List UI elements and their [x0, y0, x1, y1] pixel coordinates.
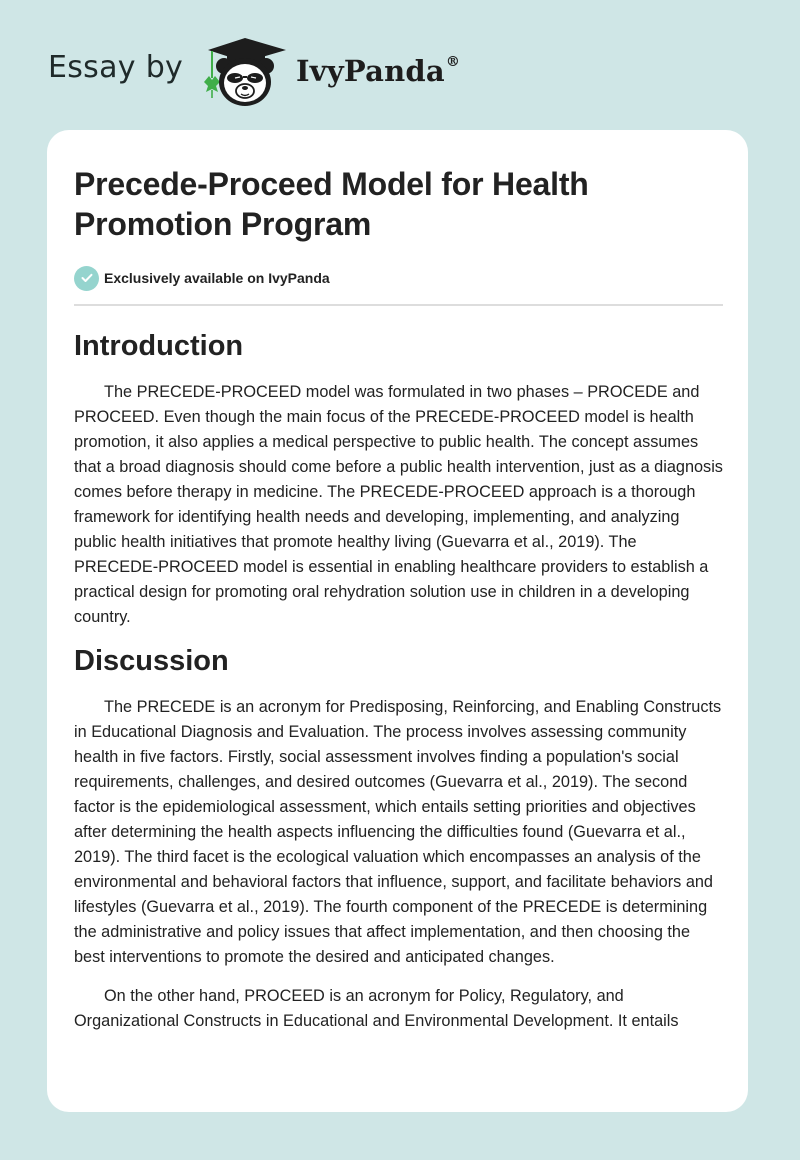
essay-title: Precede-Proceed Model for Health Promotion Program: [74, 166, 589, 242]
panda-graduate-icon[interactable]: [200, 34, 292, 108]
exclusive-text: Exclusively available on IvyPanda: [104, 270, 330, 286]
divider: [74, 304, 723, 306]
introduction-paragraph: The PRECEDE-PROCEED model was formulated in two phases – PROCEDE and PROCEED. Even though the main focus of the PRECEDE-PROCEED model is health promotion, it also applies a medical perspective to public health. The concept assumes that a broad diagnosis should come before a public health intervention, just as a diagnosis comes before therapy in medicine. The PRECEDE-PROCEED approach is a thorough framework for identifying health needs and developing, implementing, and analyzing public health initiatives that promote healthy living (Guevarra et al., 2019). The PRECEDE-PROCEED model is essential in enabling healthcare providers to establish a practical design for promoting oral rehydration solution use in children in a developing country.: [74, 383, 723, 626]
essay-card: [47, 130, 748, 1112]
discussion-paragraph: The PRECEDE is an acronym for Predisposing, Reinforcing, and Enabling Constructs in Educational Diagnosis and Evaluation. The process involves assessing community health in five factors. Firstly, social assessment involves finding a population's social requirements, challenges, and desired outcomes (Guevarra et al., 2019). The second factor is the epidemiological assessment, which entails setting priorities and objectives after determining the health aspects influencing the difficulties found (Guevarra et al., 2019). The third facet is the ecological valuation which encompasses an analysis of the environmental and behavioral factors that influence, support, and facilitate behaviors and lifestyles (Guevarra et al., 2019). The fourth component of the PRECEDE is determining the administrative and policy issues that affect implementation, and then choosing the best interventions to promote the desired and anticipated changes.: [74, 698, 722, 966]
essay-by-label: Essay by: [48, 50, 184, 85]
brand-logo-text[interactable]: [296, 54, 460, 88]
exclusive-badge: [74, 265, 722, 291]
site-header: [0, 0, 800, 130]
brand-name: IvyPanda: [296, 54, 445, 88]
registered-mark: ®: [445, 54, 461, 71]
section-heading-introduction: Introduction: [74, 330, 244, 362]
check-icon: [74, 266, 99, 291]
section-heading-discussion: Discussion: [74, 645, 229, 677]
discussion-paragraph: On the other hand, PROCEED is an acronym for Policy, Regulatory, and Organizational Constructs in Educational and Environmental Development. It entails: [74, 987, 679, 1030]
